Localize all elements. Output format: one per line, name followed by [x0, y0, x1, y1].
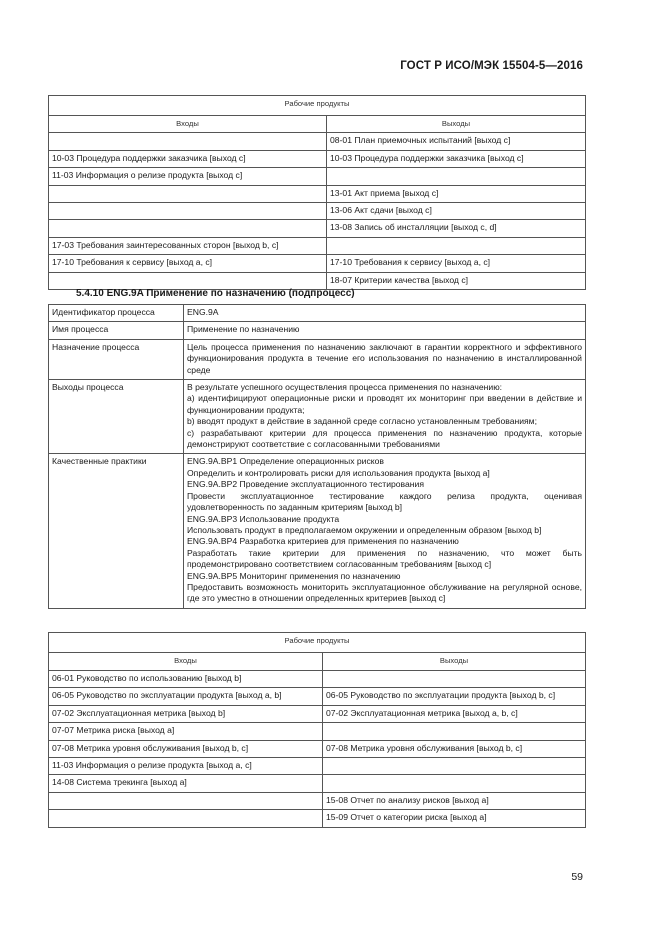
process-purpose-value: Цель процесса применения по назначению заключают в гарантии корректного и эффективного функционирования продукта в течение его использования по назначению в инсталлированной среде — [184, 339, 586, 379]
table-row — [49, 775, 586, 792]
table-row — [49, 688, 586, 705]
outcome-line: а) идентифицируют операционные риски и проводят их мониторинг при введении в действие и функционировании продукта; — [187, 393, 582, 415]
table-row — [49, 723, 586, 740]
input-cell: 17-10 Требования к сервису [выход а, с] — [49, 255, 327, 272]
practice-text: Определить и контролировать риски для использования продукта [выход а] — [187, 467, 490, 478]
outcome-line: с) разрабатывают критерии для процесса применения по назначению продукта, которые демонстрируют соответствие с согласованными требованиями — [187, 427, 582, 450]
output-cell — [323, 723, 586, 740]
output-cell: 07-08 Метрика уровня обслуживания [выход b, с] — [323, 740, 586, 757]
column-header-outputs: Выходы — [327, 116, 586, 133]
base-practices-label: Качественные практики — [49, 454, 184, 608]
top-work-products-table — [48, 95, 586, 290]
practice-title: ENG.9A.BP5 Мониторинг применения по назначению — [187, 570, 401, 581]
input-cell: 17-03 Требования заинтересованных сторон [выход b, с] — [49, 237, 327, 254]
process-id-value: ENG.9A — [184, 305, 586, 322]
output-cell: 07-02 Эксплуатационная метрика [выход а, b, с] — [323, 705, 586, 722]
page-number: 59 — [571, 871, 583, 883]
process-outcomes-label: Выходы процесса — [49, 380, 184, 454]
practice-title: ENG.9A.BP3 Использование продукта — [187, 513, 340, 524]
practice-title: ENG.9A.BP2 Проведение эксплуатационного тестирования — [187, 479, 425, 490]
output-cell: 13-01 Акт приема [выход с] — [327, 185, 586, 202]
table-row — [49, 792, 586, 809]
input-cell: 07-07 Метрика риска [выход а] — [49, 723, 323, 740]
output-cell: 17-10 Требования к сервису [выход а, с] — [327, 255, 586, 272]
table-title: Рабочие продукты — [49, 96, 586, 116]
output-cell: 18-07 Критерии качества [выход с] — [327, 272, 586, 289]
input-cell — [49, 272, 327, 289]
practice-text: Использовать продукт в предполагаемом окружении и определенным образом [выход b] — [187, 524, 542, 535]
practice-text: Провести эксплуатационное тестирование каждого релиза продукта, оценивая удовлетворенность по заданным критериям [выход b] — [187, 490, 582, 513]
practice-text: Разработать такие критерии для применения по назначению, что может быть продемонстрировано соответствием согласованным требованиям [выход с] — [187, 547, 582, 570]
input-cell: 06-05 Руководство по эксплуатации продукта [выход а, b] — [49, 688, 323, 705]
input-cell — [49, 810, 323, 827]
process-outcomes-value — [184, 380, 586, 454]
section-title: 5.4.10 ENG.9A Применение по назначению (подпроцесс) — [76, 288, 355, 299]
output-cell — [323, 671, 586, 688]
output-cell: 15-08 Отчет по анализу рисков [выход а] — [323, 792, 586, 809]
input-cell: 06-01 Руководство по использованию [выход b] — [49, 671, 323, 688]
outcome-line: В результате успешного осуществления процесса применения по назначению: — [187, 382, 503, 393]
output-cell — [327, 168, 586, 185]
table-title: Рабочие продукты — [49, 633, 586, 653]
input-cell: 11-03 Информация о релизе продукта [выход с] — [49, 168, 327, 185]
output-cell: 10-03 Процедура поддержки заказчика [выход с] — [327, 150, 586, 167]
bottom-work-products-table — [48, 632, 586, 828]
output-cell: 06-05 Руководство по эксплуатации продукта [выход b, с] — [323, 688, 586, 705]
input-cell: 07-02 Эксплуатационная метрика [выход b] — [49, 705, 323, 722]
table-row — [49, 133, 586, 150]
input-cell: 10-03 Процедура поддержки заказчика [выход с] — [49, 150, 327, 167]
process-name-value: Применение по назначению — [184, 322, 586, 339]
outcome-line: b) вводят продукт в действие в заданной среде согласно установленным требованиям; — [187, 416, 537, 427]
practice-text: Предоставить возможность мониторить эксплуатационное обслуживание на регулярной основе, где это уместно в отношении определенных критериев [выход с] — [187, 581, 582, 604]
input-cell — [49, 220, 327, 237]
table-row — [49, 150, 586, 167]
process-id-label: Идентификатор процесса — [49, 305, 184, 322]
table-row — [49, 220, 586, 237]
practice-title: ENG.9A.BP4 Разработка критериев для применения по назначению — [187, 536, 459, 547]
input-cell — [49, 185, 327, 202]
output-cell — [323, 775, 586, 792]
process-description-table — [48, 304, 586, 609]
table-row — [49, 185, 586, 202]
table-row — [49, 758, 586, 775]
table-row — [49, 203, 586, 220]
practice-title: ENG.9A.BP1 Определение операционных рисков — [187, 456, 384, 467]
input-cell — [49, 203, 327, 220]
input-cell — [49, 792, 323, 809]
input-cell: 11-03 Информация о релизе продукта [выход а, с] — [49, 758, 323, 775]
column-header-outputs: Выходы — [323, 653, 586, 671]
process-name-label: Имя процесса — [49, 322, 184, 339]
output-cell: 15-09 Отчет о категории риска [выход а] — [323, 810, 586, 827]
base-practices-value — [184, 454, 586, 608]
table-row — [49, 740, 586, 757]
output-cell: 08-01 План приемочных испытаний [выход с] — [327, 133, 586, 150]
input-cell: 07-08 Метрика уровня обслуживания [выход b, с] — [49, 740, 323, 757]
column-header-inputs: Входы — [49, 116, 327, 133]
process-purpose-label: Назначение процесса — [49, 339, 184, 379]
output-cell: 13-08 Запись об инсталляции [выход с, d] — [327, 220, 586, 237]
table-row — [49, 705, 586, 722]
column-header-inputs: Входы — [49, 653, 323, 671]
output-cell: 13-06 Акт сдачи [выход с] — [327, 203, 586, 220]
table-row — [49, 255, 586, 272]
table-row — [49, 671, 586, 688]
table-row — [49, 237, 586, 254]
output-cell — [323, 758, 586, 775]
input-cell — [49, 133, 327, 150]
table-row — [49, 810, 586, 827]
table-row — [49, 272, 586, 289]
input-cell: 14-08 Система трекинга [выход а] — [49, 775, 323, 792]
table-row — [49, 168, 586, 185]
document-header: ГОСТ Р ИСО/МЭК 15504-5—2016 — [400, 60, 583, 72]
output-cell — [327, 237, 586, 254]
